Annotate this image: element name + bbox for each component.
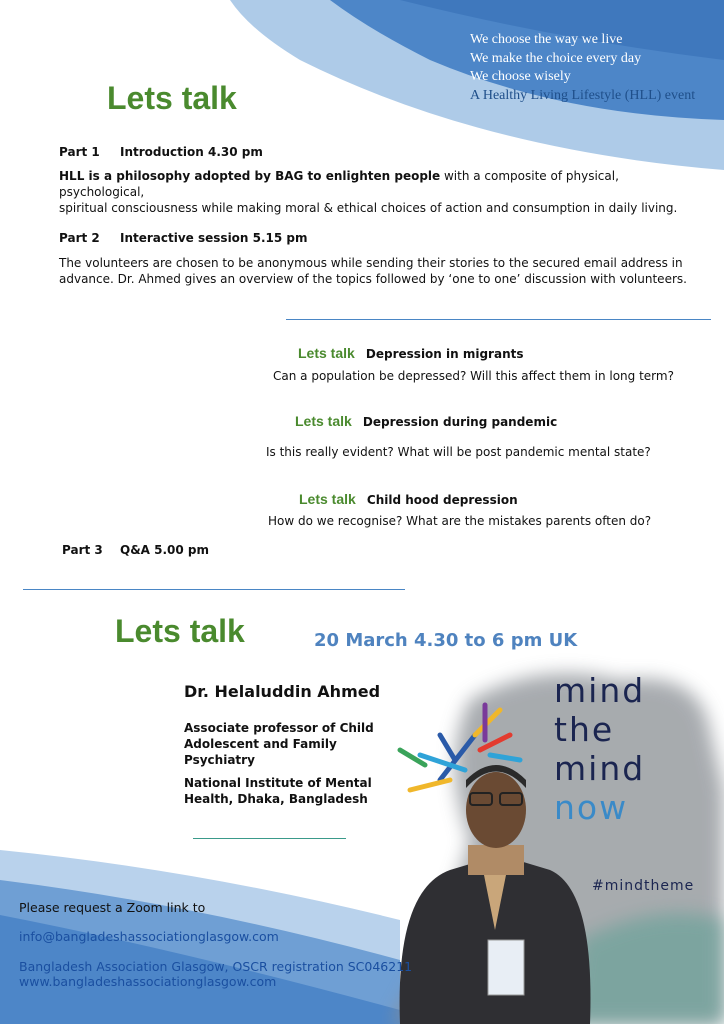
part1-label: Part 1 [59,145,100,159]
footer-request: Please request a Zoom link to [19,900,206,915]
part2-heading: Interactive session 5.15 pm [120,231,308,245]
topic-3-label: Lets talk [299,491,356,507]
tagline-line-1: We choose the way we live [470,32,623,47]
event-title: Lets talk [115,613,245,649]
part1-text-line2: spiritual consciousness while making moral & ethical choices of action and consumption in daily living. [59,201,678,215]
footer-email-link[interactable]: info@bangladeshassociationglasgow.com [19,929,279,944]
logo-word-2: the [554,710,615,749]
topic-2-title: Depression during pandemic [362,415,558,429]
topic-1 [298,343,524,362]
part1-heading: Introduction 4.30 pm [120,145,263,159]
divider-middle [23,589,405,590]
logo-word-3: mind [554,749,646,788]
speaker-institute-line-2: Health, Dhaka, Bangladesh [184,792,368,806]
part1-text-line1: with a composite of physical, psychological, [59,169,619,199]
footer-org: Bangladesh Association Glasgow, OSCR registration SC046211 [19,959,413,974]
topic-3-question: How do we recognise? What are the mistakes parents often do? [268,514,652,528]
topic-3-title: Child hood depression [366,493,518,507]
part3-label: Part 3 [62,543,103,557]
tagline-line-3: We choose wisely [470,69,571,84]
topic-2 [295,411,557,430]
event-line: A Healthy Living Lifestyle (HLL) event [470,87,696,103]
divider-top [286,319,711,320]
logo-word-4: now [554,788,629,827]
speaker-institute [184,775,372,807]
divider-speaker [193,838,346,839]
speaker-name: Dr. Helaluddin Ahmed [184,682,381,701]
logo-word-1: mind [554,671,646,710]
tagline-block [470,31,695,105]
topic-2-label: Lets talk [295,413,352,429]
part2-label: Part 2 [59,231,100,245]
part1-bold-text: HLL is a philosophy adopted by BAG to enlighten people [59,169,441,183]
topic-1-question: Can a population be depressed? Will this affect them in long term? [273,369,674,383]
topic-2-question: Is this really evident? What will be post pandemic mental state? [266,445,651,459]
event-date: 20 March 4.30 to 6 pm UK [314,630,578,651]
part2-text-line2: advance. Dr. Ahmed gives an overview of the topics followed by ‘one to one’ discussion with volunteers. [59,272,687,286]
speaker-role-line-3: Psychiatry [184,753,255,767]
topic-1-title: Depression in migrants [365,347,524,361]
speaker-role-line-1: Associate professor of Child [184,721,374,735]
speaker-photo-collage [380,640,724,1024]
part2-text [59,255,709,287]
topic-1-label: Lets talk [298,345,355,361]
part3-heading: Q&A 5.00 pm [120,543,210,557]
speaker-institute-line-1: National Institute of Mental [184,776,372,790]
speaker-role-line-2: Adolescent and Family [184,737,337,751]
speaker-role [184,720,374,768]
tagline-line-2: We make the choice every day [470,50,642,66]
logo-hashtag: #mindtheme [592,878,695,894]
page-title: Lets talk [107,80,237,116]
topic-3 [299,489,518,508]
part2-text-line1: The volunteers are chosen to be anonymous while sending their stories to the secured email address in [59,256,683,270]
part1-text [59,168,699,216]
footer-website-link[interactable]: www.bangladeshassociationglasgow.com [19,974,277,989]
